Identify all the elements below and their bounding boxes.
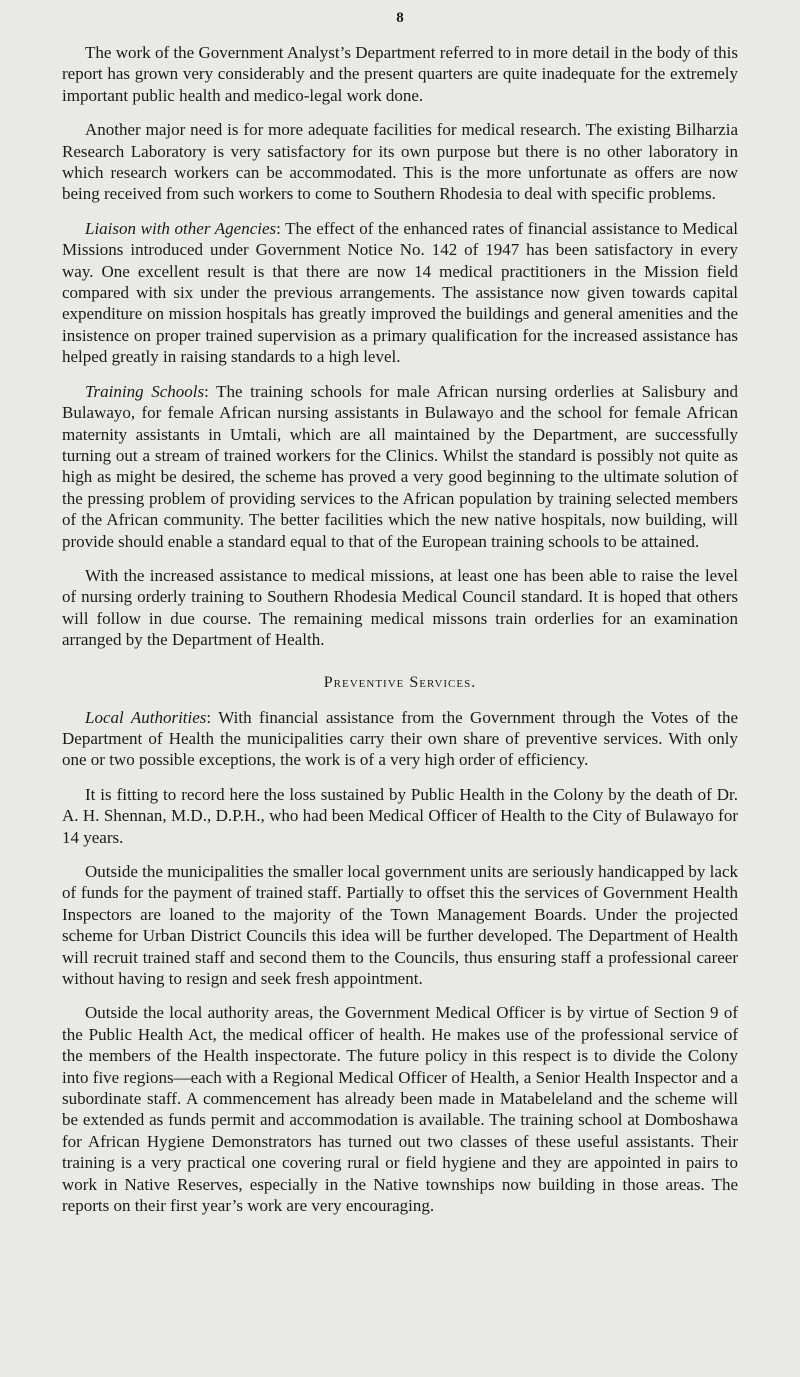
paragraph-text: The work of the Government Analyst’s Department referred to in more detail in the body of this report has grown very considerably and the present quarters are quite inadequate for the extremely important public health and medico-legal work done. [62,43,738,105]
paragraph-training-schools [62,381,738,552]
paragraph-text: Outside the municipalities the smaller local government units are seriously handicapped by lack of funds for the payment of trained staff. Partially to offset this the services of Government Health Inspectors are loaned to the majority of the Town Management Boards. Under the projected scheme for Urban District Councils this idea will be further developed. The Department of Health will recruit trained staff and second them to the Councils, thus ensuring staff a professional career without having to resign and seek fresh appointment. [62,862,738,989]
paragraph-text: : The training schools for male African nursing orderlies at Salisbury and Bulawayo, for female African nursing assistants in Bulawayo and the school for female African maternity assistants in Umtali, which are all maintained by the Department, are successfully turning out a stream of trained workers for the Clinics. Whilst the standard is possibly not quite as high as might be desired, the scheme has proved a very good beginning to the ultimate solution of the pressing problem of providing services to the African population by training selected members of the African community. The better facilities which the new native hospitals, now building, will provide should enable a standard equal to that of the European training schools to be attained. [62,381,738,551]
paragraph-text: Another major need is for more adequate facilities for medical research. The existing Bilharzia Research Laboratory is very satisfactory for its own purpose but there is no other laboratory in which research workers can be accommodated. This is the more unfortunate as offers are now being received from such workers to come to Southern Rhodesia to deal with specific problems. [62,120,738,204]
paragraph-local-authorities [62,707,738,771]
paragraph-lead: Liaison with other Agencies [85,218,277,238]
bottom-paragraphs [62,707,738,1217]
paragraph-lead: Local Authorities [85,707,207,727]
paragraph [62,861,738,989]
paragraph-text: Outside the local authority areas, the Government Medical Officer is by virtue of Section 9 of the Public Health Act, the medical officer of health. He makes use of the professional service of the members of the Health inspectorate. The future policy in this respect is to divide the Colony into five regions—each with a Regional Medical Officer of Health, a Senior Health Inspector and a subordinate staff. A commencement has already been made in Matabeleland and the scheme will be extended as funds permit and accommodation is available. The training school at Domboshawa for African Hygiene Demonstrators has turned out two classes of these useful assistants. Their training is a very practical one covering rural or field hygiene and they are appointed in pairs to work in Native Reserves, especially in the Native townships now building in those areas. The reports on their first year’s work are very encouraging. [62,1003,738,1216]
paragraph [62,784,738,848]
section-heading: Preventive Services. [323,673,477,691]
paragraph [62,42,738,106]
paragraph-liaison [62,218,738,368]
top-paragraphs [62,42,738,651]
paragraph-text: With the increased assistance to medical missions, at least one has been able to raise the level of nursing orderly training to Southern Rhodesia Medical Council standard. It is hoped that others will follow in due course. The remaining medical missons train orderlies for an examination arranged by the Department of Health. [62,565,738,650]
paragraph [62,565,738,651]
paragraph [62,119,738,205]
page-number: 8 [396,10,404,26]
paragraph-text: : The effect of the enhanced rates of financial assistance to Medical Missions introduced under Government Notice No. 142 of 1947 has been satisfactory in every way. One excellent result is that there are now 14 medical practitioners in the Mission field compared with six under the previous arrangements. The assistance now given towards capital expenditure on mission hospitals has greatly improved the buildings and general amenities and the insistence on proper trained supervision as a primary qualification for the increased assistance has helped greatly in raising standards to a high level. [62,218,738,367]
paragraph-text: : With financial assistance from the Government through the Votes of the Department of Health the municipalities carry their own share of preventive services. With only one or two possible exceptions, the work is of a very high order of efficiency. [62,707,738,770]
paragraph-lead: Training Schools [85,381,205,401]
paragraph [62,1002,738,1216]
paragraph-text: It is fitting to record here the loss sustained by Public Health in the Colony by the death of Dr. A. H. Shennan, M.D., D.P.H., who had been Medical Officer of Health to the City of Bulawayo for 14 years. [62,784,738,847]
